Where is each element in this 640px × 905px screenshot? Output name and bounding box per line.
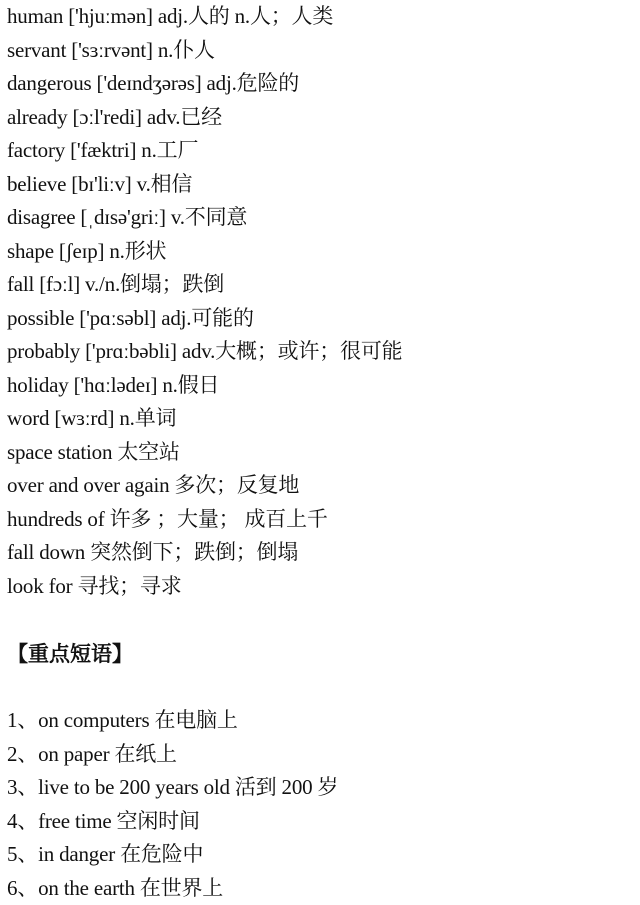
vocab-entry-disagree: disagree [ˌdɪsə'griː] v.不同意 — [7, 205, 248, 229]
vocabulary-list — [7, 0, 633, 603]
phrases-heading: 【重点短语】 — [7, 642, 133, 666]
vocab-entry-already: already [ɔːl'redi] adv.已经 — [7, 104, 222, 129]
vocab-entry-fall: fall [fɔːl] v./n.倒塌；跌倒 — [7, 272, 225, 296]
vocab-entry-believe: believe [bɪ'liːv] v.相信 — [7, 171, 193, 196]
vocab-entry-servant: servant ['sɜːrvənt] n.仆人 — [7, 37, 215, 62]
phrase-entry-3: 3、live to be 200 years old 活到 200 岁 — [7, 775, 339, 799]
phrase-entry-2: 2、on paper 在纸上 — [7, 741, 177, 766]
vocab-entry-possible: possible ['pɑːsəbl] adj.可能的 — [7, 305, 254, 330]
vocab-entry-human: human ['hjuːmən] adj.人的 n.人；人类 — [7, 4, 334, 28]
phrase-entry-4: 4、free time 空闲时间 — [7, 808, 200, 833]
vocab-entry-hundreds-of: hundreds of 许多 ；大量； 成百上千 — [7, 506, 328, 531]
phrases-list — [7, 704, 633, 905]
vocab-entry-look-for: look for 寻找；寻求 — [7, 573, 182, 598]
vocab-entry-factory: factory ['fæktri] n.工厂 — [7, 138, 199, 162]
phrase-entry-5: 5、in danger 在危险中 — [7, 842, 204, 866]
vocab-entry-dangerous: dangerous ['deɪndʒərəs] adj.危险的 — [7, 71, 300, 95]
vocab-entry-space-station: space station 太空站 — [7, 439, 180, 464]
phrase-entry-6: 6、on the earth 在世界上 — [7, 875, 224, 900]
vocab-entry-shape: shape [ʃeɪp] n.形状 — [7, 238, 167, 263]
phrase-entry-1: 1、on computers 在电脑上 — [7, 708, 238, 732]
vocab-entry-over-and-over-again: over and over again 多次；反复地 — [7, 473, 300, 497]
vocab-entry-fall-down: fall down 突然倒下；跌倒；倒塌 — [7, 540, 299, 564]
vocab-entry-holiday: holiday ['hɑːlədeɪ] n.假日 — [7, 372, 220, 397]
vocab-entry-word: word [wɜːrd] n.单词 — [7, 406, 177, 430]
vocab-entry-probably: probably ['prɑːbəbli] adv.大概；或许；很可能 — [7, 339, 403, 363]
